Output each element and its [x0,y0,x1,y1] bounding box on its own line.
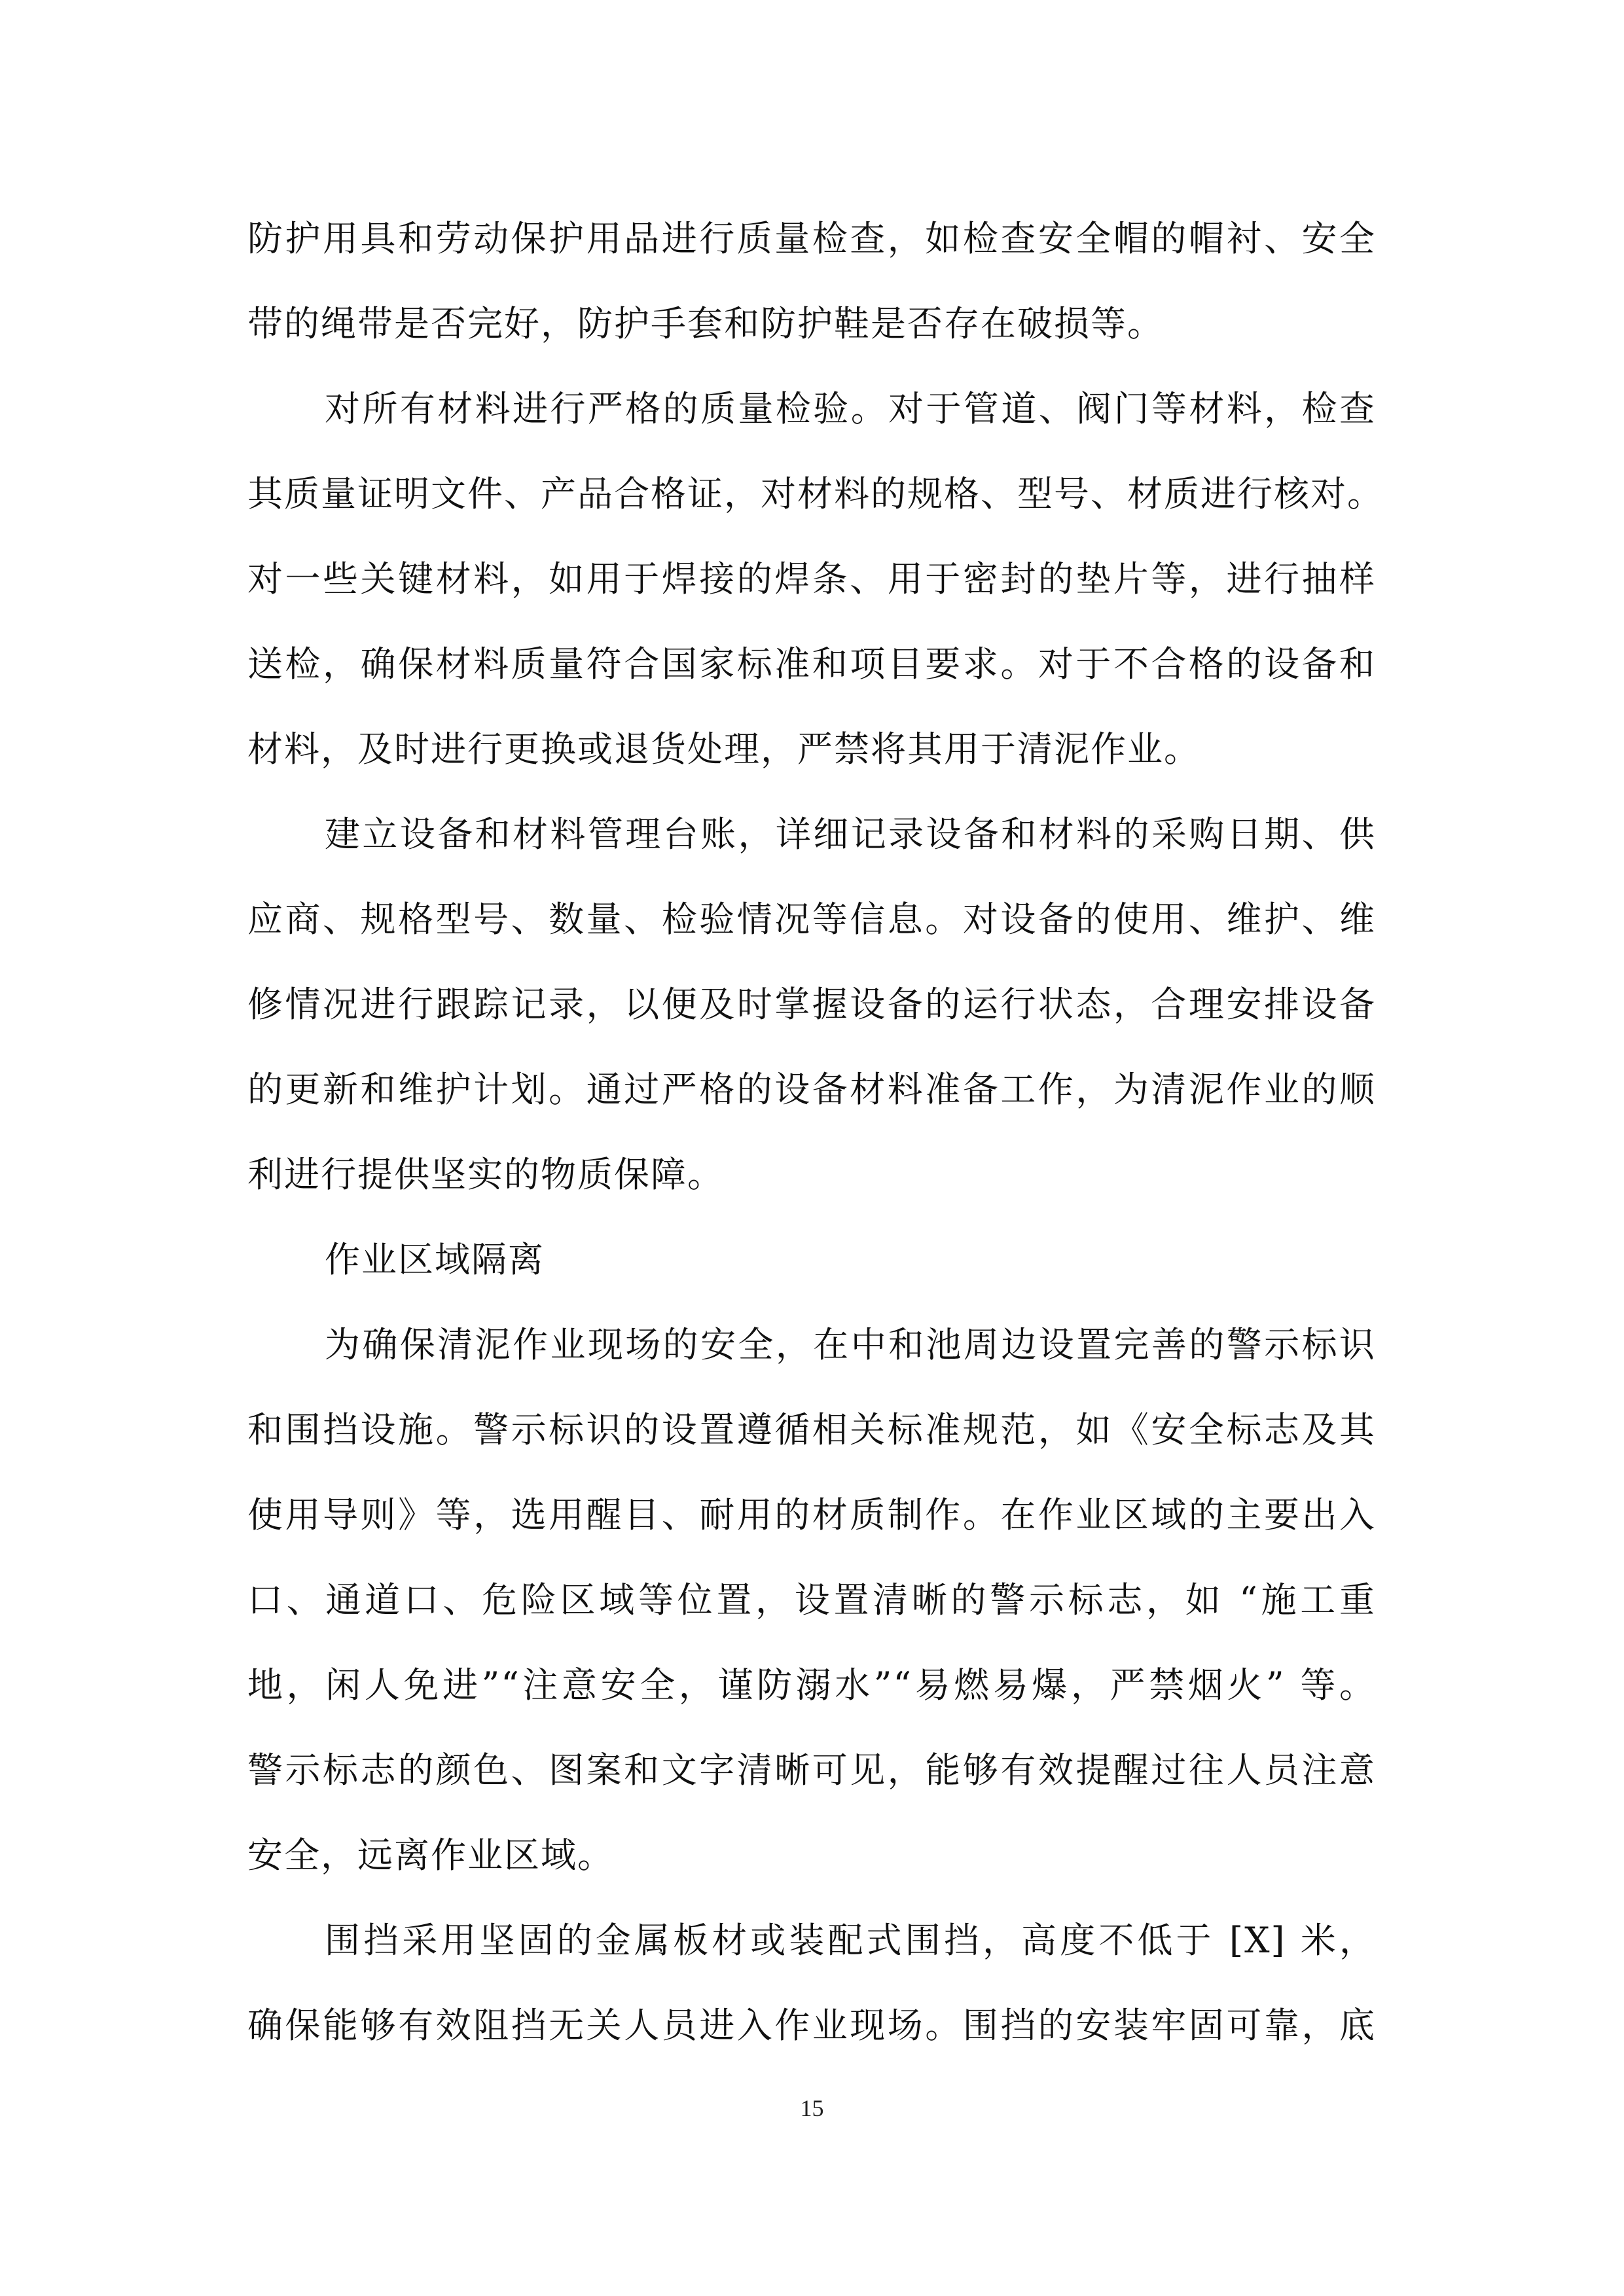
text-line: 利进行提供坚实的物质保障。 [247,1154,724,1195]
text-line: 确保能够有效阻挡无关人员进入作业现场。围挡的安装牢固可靠，底 [247,2005,1376,2046]
paragraph-start-line: 对所有材料进行严格的质量检验。对于管道、阀门等材料，检查 [325,388,1376,429]
text-line: 对一些关键材料，如用于焊接的焊条、用于密封的垫片等，进行抽样 [247,558,1376,600]
section-heading: 作业区域隔离 [325,1239,545,1280]
text-line: 带的绳带是否完好，防护手套和防护鞋是否存在破损等。 [247,303,1164,344]
page-number: 15 [800,2095,824,2121]
text-line: 其质量证明文件、产品合格证，对材料的规格、型号、材质进行核对。 [247,473,1384,514]
text-line: 口、通道口、危险区域等位置，设置清晰的警示标志，如 “施工重 [247,1579,1376,1621]
paragraph-start-line: 围挡采用坚固的金属板材或装配式围挡，高度不低于 [X] 米， [325,1920,1376,1961]
text-line: 和围挡设施。警示标识的设置遵循相关标准规范，如《安全标志及其 [247,1409,1376,1450]
paragraph-start-line: 为确保清泥作业现场的安全，在中和池周边设置完善的警示标识 [325,1324,1376,1365]
text-line: 防护用具和劳动保护用品进行质量检查，如检查安全帽的帽衬、安全 [247,218,1376,259]
text-line: 警示标志的颜色、图案和文字清晰可见，能够有效提醒过往人员注意 [247,1749,1376,1791]
document-body [247,196,1384,2068]
text-line: 送检，确保材料质量符合国家标准和项目要求。对于不合格的设备和 [247,643,1376,685]
text-line: 安全，远离作业区域。 [247,1835,614,1876]
text-line: 使用导则》等，选用醒目、耐用的材质制作。在作业区域的主要出入 [247,1494,1376,1535]
text-line: 的更新和维护计划。通过严格的设备材料准备工作，为清泥作业的顺 [247,1069,1376,1110]
text-line: 应商、规格型号、数量、检验情况等信息。对设备的使用、维护、维 [247,899,1376,940]
text-line: 地，闲人免进”“注意安全，谨防溺水”“易燃易爆，严禁烟火” 等。 [247,1664,1376,1706]
text-line: 材料，及时进行更换或退货处理，严禁将其用于清泥作业。 [247,728,1200,770]
paragraph-start-line: 建立设备和材料管理台账，详细记录设备和材料的采购日期、供 [325,814,1376,855]
text-line: 修情况进行跟踪记录，以便及时掌握设备的运行状态，合理安排设备 [247,984,1376,1025]
